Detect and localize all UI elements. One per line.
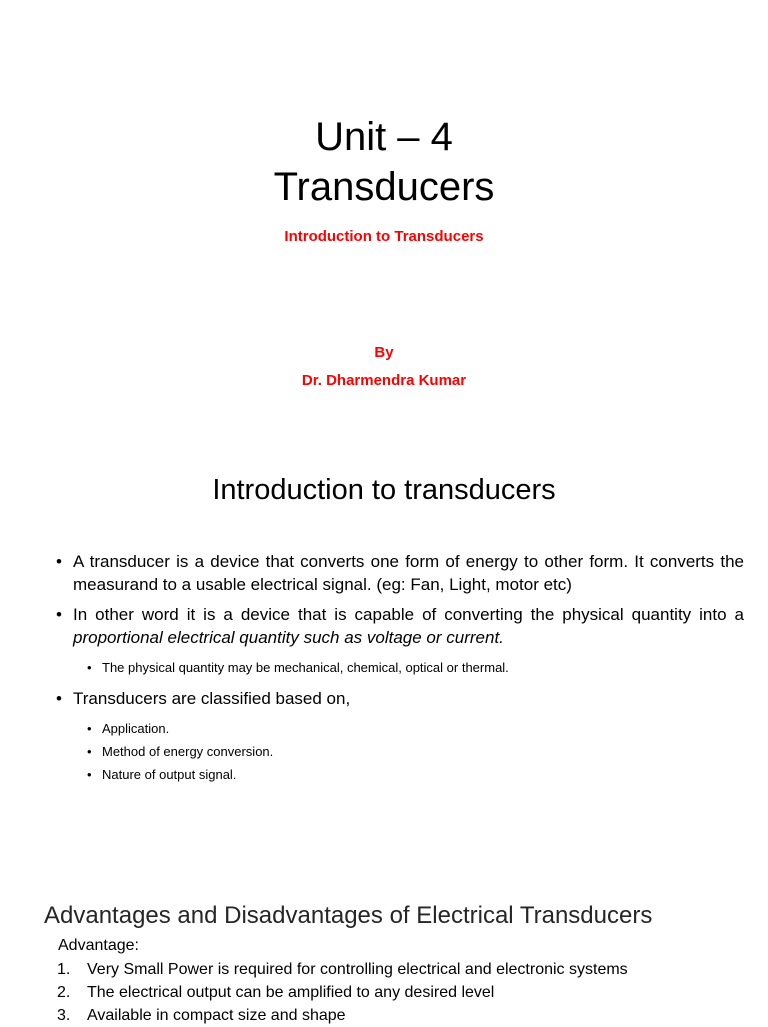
slide-title-line2: Transducers [273, 165, 495, 209]
bullet-other-word-text: In other word it is a device that is capable of converting the physical quantity into a [73, 605, 744, 624]
intro-title: Introduction to transducers [212, 474, 556, 506]
advantage-item [57, 958, 628, 981]
sub-bullet-energy-conversion: • Method of energy conversion. [56, 740, 744, 763]
slide-title [0, 112, 768, 212]
sub-bullet-application: • Application. [56, 717, 744, 740]
bullet-other-word-italic: proportional electrical quantity such as voltage or current. [73, 628, 504, 647]
bullet-definition: • A transducer is a device that converts one form of energy to other form. It converts the measurand to a usable electrical signal. (eg: Fan, Light, motor etc) [56, 550, 744, 596]
sub-bullet-output-signal: • Nature of output signal. [56, 763, 744, 786]
sub-bullet-physical-quantity: • The physical quantity may be mechanical, chemical, optical or thermal. [56, 656, 744, 679]
advantages-slide [0, 865, 768, 1024]
advantages-title: Advantages and Disadvantages of Electrical Transducers [44, 902, 653, 929]
slide-title-line1: Unit – 4 [315, 115, 453, 159]
sub-bullet-group-2 [56, 717, 744, 786]
sub-bullet-group-1 [56, 656, 744, 679]
bullet-other-word [56, 603, 744, 649]
author-name: Dr. Dharmendra Kumar [301, 372, 467, 389]
advantage-item [57, 981, 628, 1004]
advantage-list [57, 958, 628, 1027]
advantage-item-number: 1. [57, 961, 71, 978]
title-slide [0, 0, 768, 455]
sub-bullet-list-1 [56, 656, 744, 679]
bullet-classification: • Transducers are classified based on, [56, 687, 744, 710]
advantage-item-number: 2. [57, 984, 71, 1001]
advantage-item-number: 3. [57, 1007, 71, 1024]
sub-bullet-list-2 [56, 717, 744, 786]
intro-bullet-list [56, 550, 744, 794]
advantage-item-text: Very Small Power is required for controlling electrical and electronic systems [87, 961, 628, 978]
advantage-label: Advantage: [58, 937, 139, 954]
slide-subtitle: Introduction to Transducers [284, 228, 484, 245]
advantage-item-text: The electrical output can be amplified to any desired level [87, 984, 495, 1001]
by-label: By [374, 344, 394, 361]
advantage-item-text: Available in compact size and shape [87, 1007, 346, 1024]
intro-slide [0, 455, 768, 865]
